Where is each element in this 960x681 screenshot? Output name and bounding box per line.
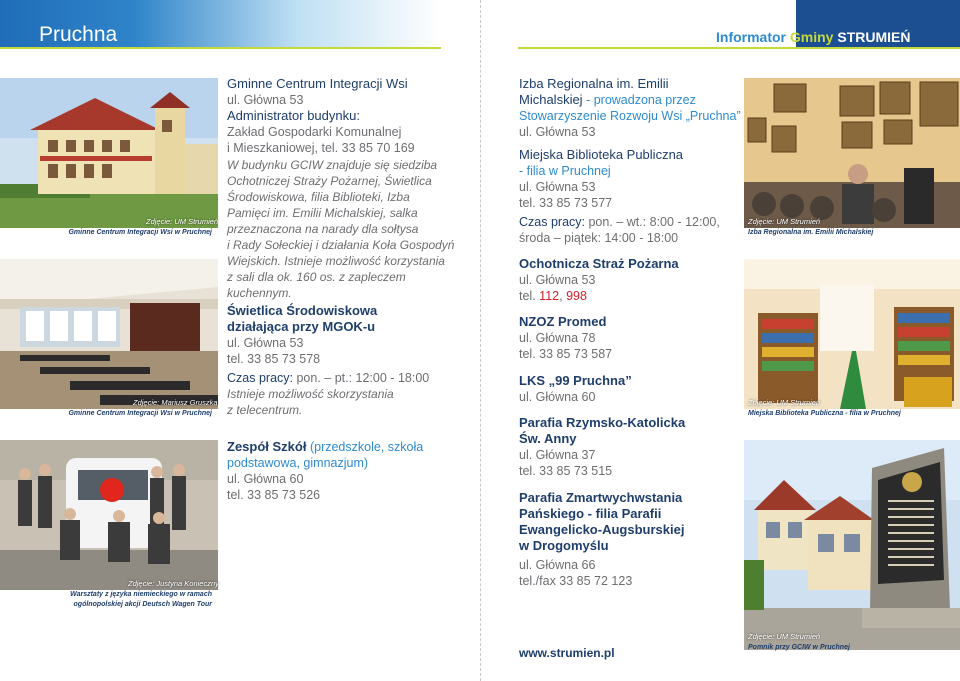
hours-value: pon. – wt.: 8:00 - 12:00, <box>588 215 720 229</box>
swietlica-note: Istnieje możliwość skorzystania <box>227 387 394 401</box>
nzoz-address: ul. Główna 78 <box>519 331 596 345</box>
parafia-title: Ewangelicko-Augsburskiej <box>519 522 685 537</box>
header-rule-right <box>518 47 960 49</box>
gciw-admin-label: Administrator budynku: <box>227 108 360 123</box>
izba-section <box>519 76 741 140</box>
zespol-address: ul. Główna 60 <box>227 472 304 486</box>
swietlica-note: z telecentrum. <box>227 403 303 417</box>
gciw-desc-line: Środowiskowa, filia Biblioteki, Izba <box>227 190 410 204</box>
brochure-title-word-1: Informator <box>716 29 786 45</box>
parafia-address: ul. Główna 66 <box>519 558 596 572</box>
gciw-desc-line: W budynku GCIW znajduje się siedziba <box>227 158 438 172</box>
biblioteka-address: ul. Główna 53 <box>519 180 596 194</box>
photo-biblioteka <box>744 259 960 409</box>
gciw-desc-line: Pamięci im. Emilii Michalskiej, salka <box>227 206 418 220</box>
biblioteka-hours <box>519 214 741 230</box>
biblioteka-title: Miejska Biblioteka Publiczna <box>519 147 684 162</box>
nzoz-section <box>519 314 741 362</box>
photo-izba-regionalna <box>744 78 960 228</box>
parafia-title: w Drogomyślu <box>519 538 609 553</box>
photo-caption: ogólnopolskiej akcji Deutsch Wagen Tour <box>73 601 212 608</box>
parafia-title: Pańskiego - filia Parafii <box>519 506 662 521</box>
gciw-desc-line: Wiejskich. Istnieje możliwość korzystania <box>227 254 445 268</box>
gciw-desc-line: kuchennym. <box>227 286 292 300</box>
izba-title: Izba Regionalna im. Emilii <box>519 76 669 91</box>
photo-credit: Zdjęcie: UM Strumień <box>146 217 219 226</box>
biblioteka-phone: tel. 33 85 73 577 <box>519 196 613 210</box>
photo-caption: Pomnik przy GCIW w Pruchnej <box>748 644 850 651</box>
page-title: Pruchna <box>39 23 118 46</box>
parafia-phone: tel. 33 85 73 515 <box>519 464 613 478</box>
parafia-title: Parafia Zmartwychwstania <box>519 490 683 505</box>
photo-credit: Zdjęcie: UM Strumień <box>748 632 821 641</box>
osp-section <box>519 256 741 304</box>
swietlica-phone: tel. 33 85 73 578 <box>227 352 321 366</box>
separator: , <box>559 289 563 303</box>
lks-address: ul. Główna 60 <box>519 390 596 404</box>
izba-subtitle: Stowarzyszenie Rozwoju Wsi „Pruchna” <box>519 109 741 123</box>
osp-title: Ochotnicza Straż Pożarna <box>519 256 679 271</box>
osp-address: ul. Główna 53 <box>519 273 596 287</box>
photo-credit: Zdjęcie: Justyna Konieczny <box>128 579 219 588</box>
gciw-title: Gminne Centrum Integracji Wsi <box>227 76 408 91</box>
brochure-title <box>716 29 910 45</box>
photo-caption: Izba Regionalna im. Emilii Michalskiej <box>748 229 874 236</box>
brochure-title-word-3: STRUMIEŃ <box>837 29 911 45</box>
phone-label: tel. <box>519 289 536 303</box>
photo-caption: Miejska Biblioteka Publiczna - filia w Pruchnej <box>748 410 901 417</box>
swietlica-address: ul. Główna 53 <box>227 336 304 350</box>
photo-credit: Zdjęcie: UM Strumień <box>748 398 821 407</box>
gciw-desc-line: i Rady Sołeckiej i działania Koła Gospodyń <box>227 238 455 252</box>
osp-phone <box>519 288 741 304</box>
hours-value: pon. – pt.: 12:00 - 18:00 <box>296 371 430 385</box>
izba-address: ul. Główna 53 <box>519 125 596 139</box>
biblioteka-section <box>519 147 741 246</box>
hours-value: środa – piątek: 14:00 - 18:00 <box>519 231 679 245</box>
gciw-desc-line: z sali dla ok. 160 os. z zapleczem <box>227 270 406 284</box>
parafia-title: Parafia Rzymsko-Katolicka <box>519 415 686 430</box>
zespol-subtitle: (przedszkole, szkoła <box>309 440 424 454</box>
parafia-title: Św. Anny <box>519 431 577 446</box>
gciw-desc-line: Ochotniczej Straży Pożarnej, Świetlica <box>227 174 432 188</box>
gciw-admin-line: i Mieszkaniowej, tel. 33 85 70 169 <box>227 141 415 155</box>
parafia-address: ul. Główna 37 <box>519 448 596 462</box>
zespol-title: Zespół Szkół <box>227 439 307 454</box>
photo-credit: Zdjęcie: Mariusz Gruszka <box>133 398 218 407</box>
zespol-section <box>227 439 472 503</box>
header-rule-left <box>0 47 441 49</box>
photo-gciw-hall <box>0 259 218 409</box>
swietlica-title: Świetlica Środowiskowa <box>227 303 378 318</box>
website-link[interactable]: www.strumien.pl <box>519 646 615 660</box>
gciw-address: ul. Główna 53 <box>227 93 304 107</box>
nzoz-phone: tel. 33 85 73 587 <box>519 347 613 361</box>
brochure-title-word-2: Gminy <box>789 29 834 45</box>
hours-label: Czas pracy: <box>519 215 585 229</box>
emergency-number: 112 <box>539 289 560 303</box>
gciw-section <box>227 76 472 301</box>
photo-caption: Warsztaty z języka niemieckiego w ramach <box>70 591 212 598</box>
zespol-subtitle: podstawowa, gimnazjum) <box>227 456 369 470</box>
parafia-phone: tel./fax 33 85 72 123 <box>519 574 633 588</box>
lks-title: LKS „99 Pruchna” <box>519 373 632 388</box>
emergency-number: 998 <box>566 289 587 303</box>
hours-label: Czas pracy: <box>227 371 293 385</box>
photo-pomnik <box>744 440 960 650</box>
photo-caption: Gminne Centrum Integracji Wsi w Pruchnej <box>68 410 212 417</box>
swietlica-section <box>227 303 472 418</box>
photo-deutsch-wagen-tour <box>0 440 218 590</box>
photo-caption: Gminne Centrum Integracji Wsi w Pruchnej <box>68 229 212 236</box>
gciw-desc-line: przeznaczona na narady dla sołtysa <box>227 222 419 236</box>
swietlica-title: działająca przy MGOK-u <box>227 319 376 334</box>
izba-title: Michalskiej <box>519 92 583 107</box>
parafia-ewangelicka-section <box>519 490 741 589</box>
page-fold-line <box>480 0 481 681</box>
izba-subtitle: - prowadzona przez <box>586 93 696 107</box>
swietlica-hours <box>227 370 472 386</box>
photo-credit: Zdjęcie: UM Strumień <box>748 217 821 226</box>
parafia-katolicka-section <box>519 415 741 479</box>
lks-section <box>519 373 741 405</box>
nzoz-title: NZOZ Promed <box>519 314 607 329</box>
photo-gciw-building <box>0 78 218 228</box>
gciw-admin-line: Zakład Gospodarki Komunalnej <box>227 125 402 139</box>
zespol-phone: tel. 33 85 73 526 <box>227 488 321 502</box>
biblioteka-subtitle: - filia w Pruchnej <box>519 164 611 178</box>
